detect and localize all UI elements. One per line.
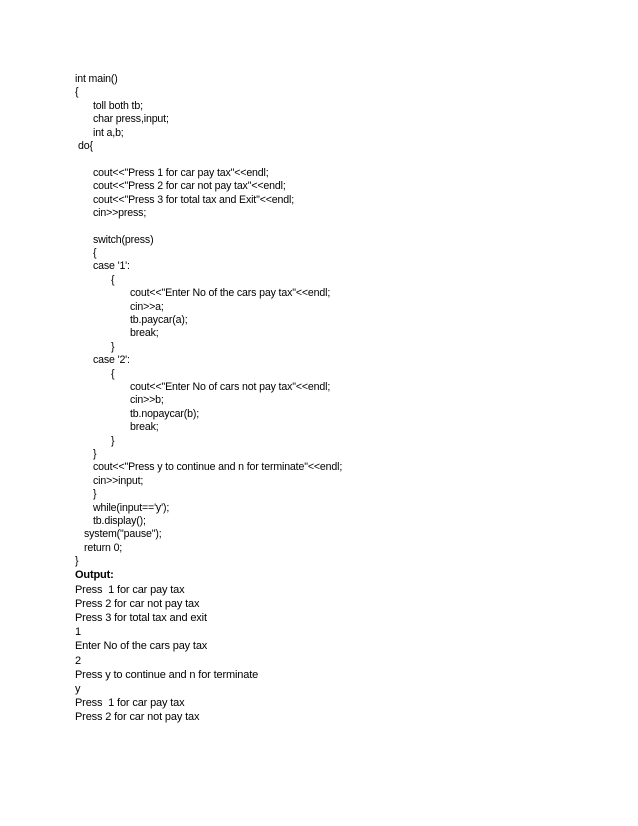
code-line: break; xyxy=(130,421,159,434)
code-line: tb.nopaycar(b); xyxy=(130,407,199,420)
code-line: } xyxy=(93,488,97,501)
output-line: 1 xyxy=(75,626,81,639)
code-line: cin>>input; xyxy=(93,474,144,487)
code-line: case '1': xyxy=(93,260,130,273)
code-line: cin>>b; xyxy=(130,394,164,407)
code-line: } xyxy=(75,555,79,568)
code-line: { xyxy=(93,247,97,260)
document-body xyxy=(75,73,615,725)
code-line: } xyxy=(111,434,115,447)
output-line: 2 xyxy=(75,654,81,667)
code-line: int main() xyxy=(75,73,118,85)
output-line: y xyxy=(75,682,81,695)
code-line: char press,input; xyxy=(93,113,169,126)
output-line: Enter No of the cars pay tax xyxy=(75,640,208,653)
code-listing xyxy=(75,73,615,568)
code-line: { xyxy=(111,367,115,380)
code-line: return 0; xyxy=(84,541,123,554)
output-line: Press 3 for total tax and exit xyxy=(75,612,207,625)
code-line: cin>>a; xyxy=(130,300,164,313)
code-line: system("pause"); xyxy=(84,528,162,541)
output-lines xyxy=(75,583,615,725)
output-line: Press 2 for car not pay tax xyxy=(75,711,200,724)
code-line: { xyxy=(111,273,115,286)
code-line: break; xyxy=(130,327,159,340)
code-line: tb.display(); xyxy=(93,514,146,527)
code-line: toll both tb; xyxy=(93,99,143,112)
output-heading: Output: xyxy=(75,569,114,582)
code-line: while(input=='y'); xyxy=(93,501,170,514)
code-line: cout<<"Press y to continue and n for terminate"<<endl; xyxy=(93,461,343,474)
code-line: switch(press) xyxy=(93,233,154,246)
code-line xyxy=(75,220,615,233)
code-line: } xyxy=(93,447,97,460)
code-line: cout<<"Press 1 for car pay tax"<<endl; xyxy=(93,166,269,179)
code-line: int a,b; xyxy=(93,126,124,139)
code-line xyxy=(75,153,615,166)
code-line: } xyxy=(111,340,115,353)
output-line: Press 1 for car pay tax xyxy=(75,697,185,710)
code-line: tb.paycar(a); xyxy=(130,314,188,327)
code-line: cout<<"Press 3 for total tax and Exit"<<endl; xyxy=(93,193,294,206)
code-line: cout<<"Press 2 for car not pay tax"<<endl; xyxy=(93,180,286,193)
code-line: do{ xyxy=(78,139,93,152)
code-line: cout<<"Enter No of the cars pay tax"<<endl; xyxy=(130,287,331,300)
code-line: case '2': xyxy=(93,354,130,367)
output-line: Press 2 for car not pay tax xyxy=(75,597,200,610)
output-line: Press 1 for car pay tax xyxy=(75,583,185,596)
output-line: Press y to continue and n for terminate xyxy=(75,668,259,681)
code-line: cin>>press; xyxy=(93,206,147,219)
code-line: { xyxy=(75,86,79,99)
output-section xyxy=(75,568,615,724)
code-line: cout<<"Enter No of cars not pay tax"<<endl; xyxy=(130,380,331,393)
